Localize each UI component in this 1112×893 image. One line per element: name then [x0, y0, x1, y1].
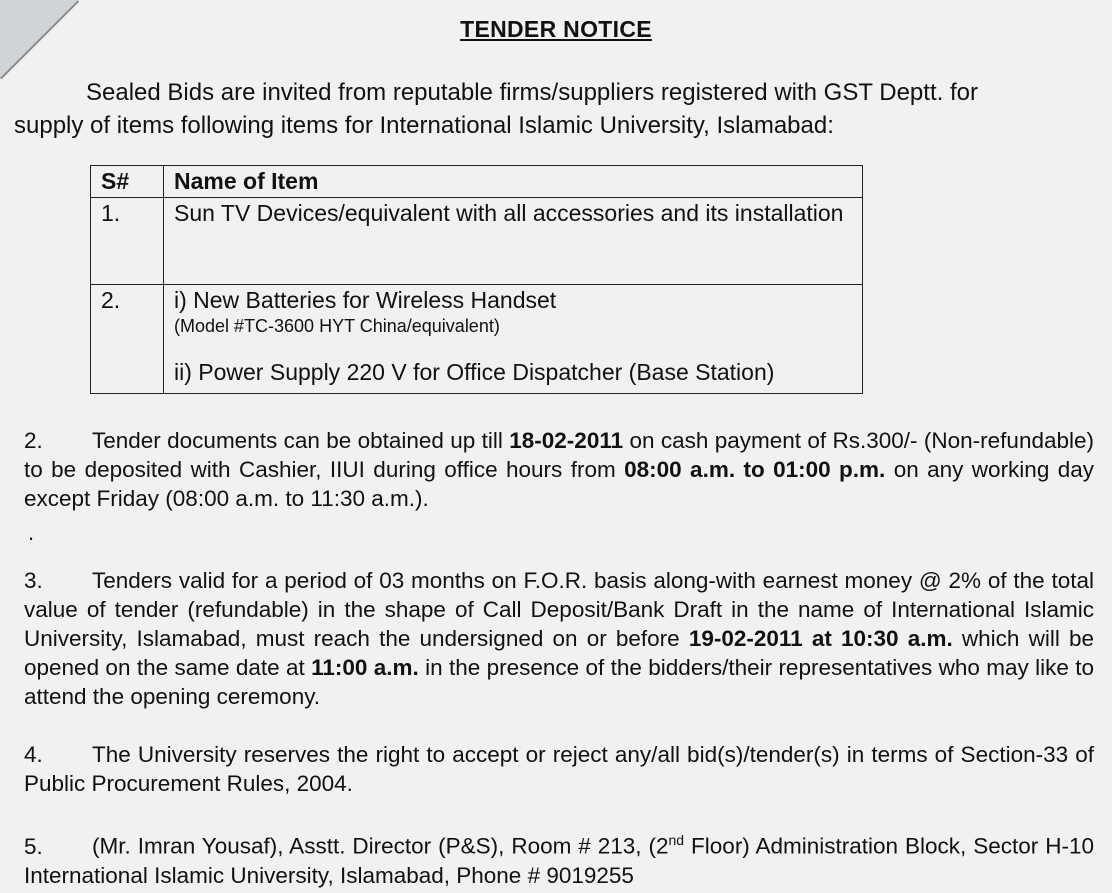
text-run: on cash payment of Rs.300/- (Non-refundable) to be deposited with Cashier, IIUI during office hours from	[24, 428, 1095, 482]
text-run: which will be opened on the same date at	[24, 626, 1095, 680]
item-i-note: (Model #TC-3600 HYT China/equivalent)	[174, 316, 500, 336]
date-bold: 18-02-2011	[509, 428, 624, 453]
paragraph-number: 4.	[24, 742, 43, 767]
text-run: on any working day except Friday (08:00 a.m. to 11:30 a.m.).	[24, 457, 1095, 511]
row-item	[164, 285, 863, 394]
paragraph-3	[24, 566, 1094, 711]
item-i-text: i) New Batteries for Wireless Handset	[174, 287, 557, 313]
item-text: Sun TV Devices/equivalent with all accessories and its installation	[174, 200, 844, 226]
paragraph-4	[24, 740, 1094, 798]
intro-paragraph	[14, 76, 1094, 142]
deadline-bold: 19-02-2011 at 10:30 a.m.	[688, 626, 953, 651]
table-row	[91, 285, 863, 394]
text-run: (Mr. Imran Yousaf), Asstt. Director (P&S), Room # 213, (2	[92, 833, 669, 859]
header-item-name: Name of Item	[164, 166, 863, 198]
paragraph-2	[24, 426, 1094, 513]
text-run: Tenders valid for a period of 03 months on F.O.R. basis along-with earnest money @ 2% of the total value of tender (refundable) in the shape of Call Deposit/Bank Draft in the name of International Islamic University, Islamabad, must reach the undersigned on or before	[24, 568, 1094, 651]
page-title: TENDER NOTICE	[460, 16, 652, 42]
opening-time-bold: 11:00 a.m.	[311, 655, 419, 680]
row-serial: 2.	[91, 285, 164, 394]
superscript: nd	[668, 832, 685, 848]
table-header-row	[91, 166, 863, 198]
text-run: The University reserves the right to accept or reject any/all bid(s)/tender(s) in terms of Section-33 of Public Procurement Rules, 2004.	[24, 742, 1094, 796]
text-run: Floor) Administration Block, Sector H-10 International Islamic University, Islamabad, Phone # 9019255	[24, 833, 1094, 888]
paragraph-5	[24, 826, 1094, 890]
stray-dot: .	[28, 520, 35, 545]
hours-bold: 08:00 a.m. to 01:00 p.m.	[624, 457, 886, 482]
intro-line-1: Sealed Bids are invited from reputable firms/suppliers registered with GST Deptt. for	[86, 79, 978, 106]
table-row	[91, 198, 863, 285]
items-table	[90, 165, 863, 394]
text-run: in the presence of the bidders/their representatives who may like to attend the opening ceremony.	[24, 655, 1094, 709]
row-serial: 1.	[91, 198, 164, 285]
paragraph-number: 5.	[24, 833, 43, 859]
paragraph-number: 2.	[24, 428, 43, 453]
row-item	[164, 198, 863, 285]
header-serial: S#	[91, 166, 164, 198]
text-run: Tender documents can be obtained up till	[92, 428, 510, 453]
item-ii-text: ii) Power Supply 220 V for Office Dispatcher (Base Station)	[174, 359, 775, 385]
intro-line-2: supply of items following items for International Islamic University, Islamabad:	[14, 112, 834, 139]
paragraph-number: 3.	[24, 568, 43, 593]
